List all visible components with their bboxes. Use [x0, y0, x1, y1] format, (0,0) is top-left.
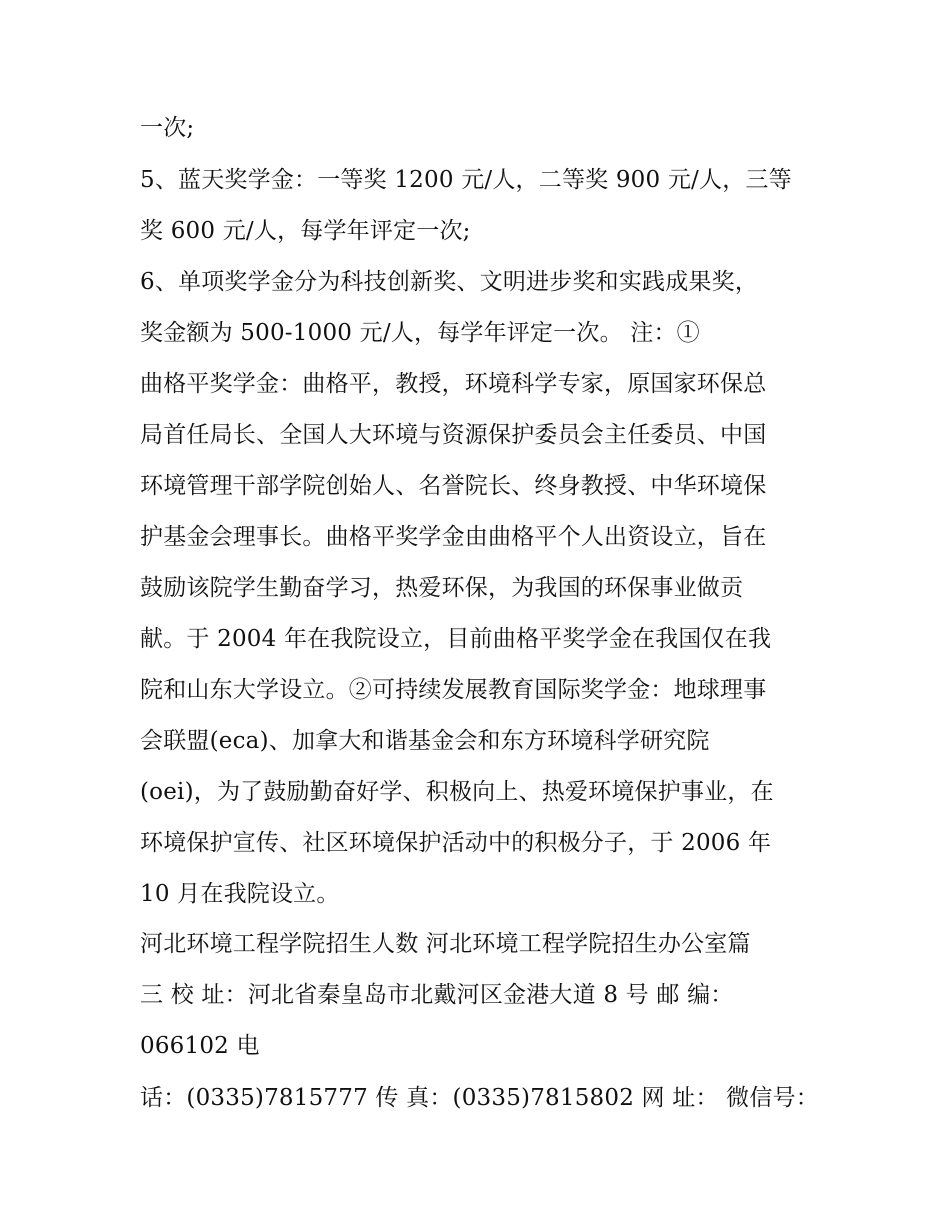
text-line: 5、蓝天奖学金：一等奖 1200 元/人，二等奖 900 元/人，三等: [140, 167, 792, 193]
text-line: 院和山东大学设立。②可持续发展教育国际奖学金：地球理事: [140, 677, 767, 703]
text-line: 献。于 2004 年在我院设立，目前曲格平奖学金在我国仅在我: [140, 626, 772, 652]
text-line: 局首任局长、全国人大环境与资源保护委员会主任委员、中国: [140, 422, 767, 448]
text-line: 环境保护宣传、社区环境保护活动中的积极分子，于 2006 年: [140, 830, 772, 856]
text-line: 6、单项奖学金分为科技创新奖、文明进步奖和实践成果奖，: [140, 269, 759, 295]
text-line: 会联盟(eca)、加拿大和谐基金会和东方环境科学研究院: [140, 728, 710, 754]
text-line: 066102 电: [140, 1033, 260, 1059]
text-line: 河北环境工程学院招生人数 河北环境工程学院招生办公室篇: [140, 931, 751, 957]
text-line: 护基金会理事长。曲格平奖学金由曲格平个人出资设立，旨在: [140, 524, 767, 550]
text-line: (oei)，为了鼓励勤奋好学、积极向上、热爱环境保护事业，在: [140, 779, 774, 805]
text-line: 奖 600 元/人，每学年评定一次;: [140, 218, 471, 244]
text-line: 环境管理干部学院创始人、名誉院长、终身教授、中华环境保: [140, 473, 767, 499]
text-line: 一次;: [140, 115, 195, 141]
text-line: 奖金额为 500-1000 元/人，每学年评定一次。 注：①: [140, 320, 700, 346]
text-line: 10 月在我院设立。: [140, 881, 340, 907]
text-line: 曲格平奖学金：曲格平，教授，环境科学专家，原国家环保总: [140, 371, 767, 397]
text-line: 话：(0335)7815777 传 真：(0335)7815802 网 址： 微信号：: [140, 1085, 819, 1111]
text-line: 鼓励该院学生勤奋学习，热爱环保，为我国的环保事业做贡: [140, 575, 744, 601]
text-line: 三 校 址：河北省秦皇岛市北戴河区金港大道 8 号 邮 编：: [140, 982, 734, 1008]
